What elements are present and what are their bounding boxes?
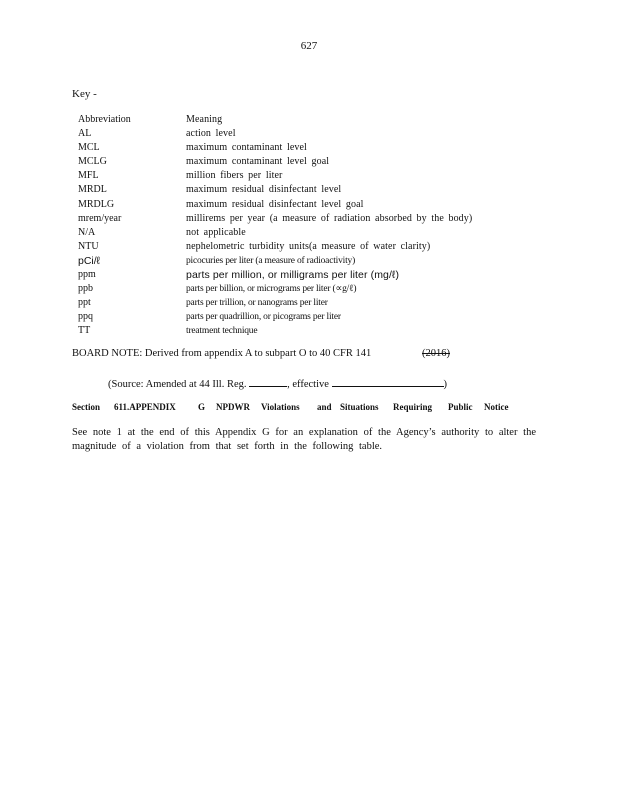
note-paragraph: See note 1 at the end of this Appendix G for an explanation of the Agency’s authority to alter the magnitude of a violation from that set forth in the following table. <box>72 427 536 452</box>
key-row-ppt <box>78 296 472 310</box>
key-abbreviation: AL <box>78 128 92 140</box>
key-row-mrdl <box>78 183 472 197</box>
source-note <box>108 375 447 390</box>
key-abbreviation: TT <box>78 325 91 337</box>
board-note-text: BOARD NOTE: Derived from appendix A to subpart O to 40 CFR 141 <box>72 348 372 359</box>
heading-public: Public <box>448 402 473 412</box>
key-meaning: treatment technique <box>186 326 258 337</box>
key-abbreviation: ppt <box>78 297 91 309</box>
key-abbreviation: mrem/year <box>78 212 122 224</box>
page-number: 627 <box>300 40 318 52</box>
key-abbreviation: NTU <box>78 240 99 252</box>
key-row-mfl <box>78 169 472 183</box>
key-meaning: maximum residual disinfectant level goal <box>186 198 364 210</box>
key-row-na <box>78 226 472 240</box>
key-abbreviation: MRDL <box>78 184 107 196</box>
key-abbreviation: MCLG <box>78 156 107 168</box>
source-effective-label: , effective <box>287 379 329 390</box>
key-abbreviation: ppq <box>78 311 93 323</box>
key-row-mclg <box>78 155 472 169</box>
heading-notice: Notice <box>484 402 509 412</box>
key-row-ppq <box>78 310 472 324</box>
key-abbreviation: N/A <box>78 226 96 238</box>
abbreviation-key-table <box>78 113 472 339</box>
key-row-al <box>78 127 472 141</box>
key-meaning: maximum contaminant level goal <box>186 156 330 168</box>
key-meaning: picocuries per liter (a measure of radioactivity) <box>186 255 356 266</box>
key-meaning: parts per billion, or micrograms per liter (∝g/ℓ) <box>186 284 357 295</box>
effective-date-blank <box>332 375 444 387</box>
heading-npdwr: NPDWR <box>216 402 250 412</box>
section-label: Section <box>72 402 100 412</box>
abbreviation-column-header: Abbreviation <box>78 114 131 125</box>
heading-and: and <box>317 402 332 412</box>
key-meaning: not applicable <box>186 226 246 238</box>
key-abbreviation: MFL <box>78 170 99 182</box>
key-meaning: millirems per year (a measure of radiation absorbed by the body) <box>186 212 473 224</box>
key-meaning: million fibers per liter <box>186 170 283 182</box>
key-meaning: parts per trillion, or nanograms per liter <box>186 298 328 309</box>
key-abbreviation: ppm <box>78 269 96 281</box>
key-abbreviation: MCL <box>78 142 100 154</box>
key-row-mcl <box>78 141 472 155</box>
heading-requiring: Requiring <box>393 402 433 412</box>
key-abbreviation: pCi/ℓ <box>78 254 101 267</box>
meaning-column-header: Meaning <box>186 114 223 125</box>
key-meaning: nephelometric turbidity units(a measure of water clarity) <box>186 240 431 252</box>
key-abbreviation: ppb <box>78 283 93 295</box>
board-note <box>72 348 542 359</box>
key-meaning: maximum residual disinfectant level <box>186 184 342 196</box>
key-row-tt <box>78 324 472 338</box>
source-suffix: ) <box>443 379 448 390</box>
key-meaning: action level <box>186 128 236 140</box>
board-note-struck-year: (2016) <box>422 348 450 359</box>
section-number: 611.APPENDIX <box>114 402 176 412</box>
key-table-header <box>78 113 472 127</box>
key-meaning: parts per quadrillion, or picograms per liter <box>186 312 341 323</box>
source-prefix: (Source: Amended at 44 Ill. Reg. <box>108 379 247 390</box>
register-number-blank <box>249 375 287 387</box>
key-row-mrdlg <box>78 198 472 212</box>
heading-situations: Situations <box>340 402 379 412</box>
key-meaning: parts per million, or milligrams per liter (mg/ℓ) <box>186 269 400 282</box>
heading-violations: Violations <box>261 402 300 412</box>
appendix-letter: G <box>198 402 206 412</box>
key-meaning: maximum contaminant level <box>186 142 307 154</box>
key-row-ppb <box>78 282 472 296</box>
key-heading: Key - <box>72 88 97 100</box>
key-row-mrem-year <box>78 212 472 226</box>
key-row-pci <box>78 254 472 268</box>
key-row-ppm <box>78 268 472 282</box>
key-row-ntu <box>78 240 472 254</box>
key-abbreviation: MRDLG <box>78 198 115 210</box>
